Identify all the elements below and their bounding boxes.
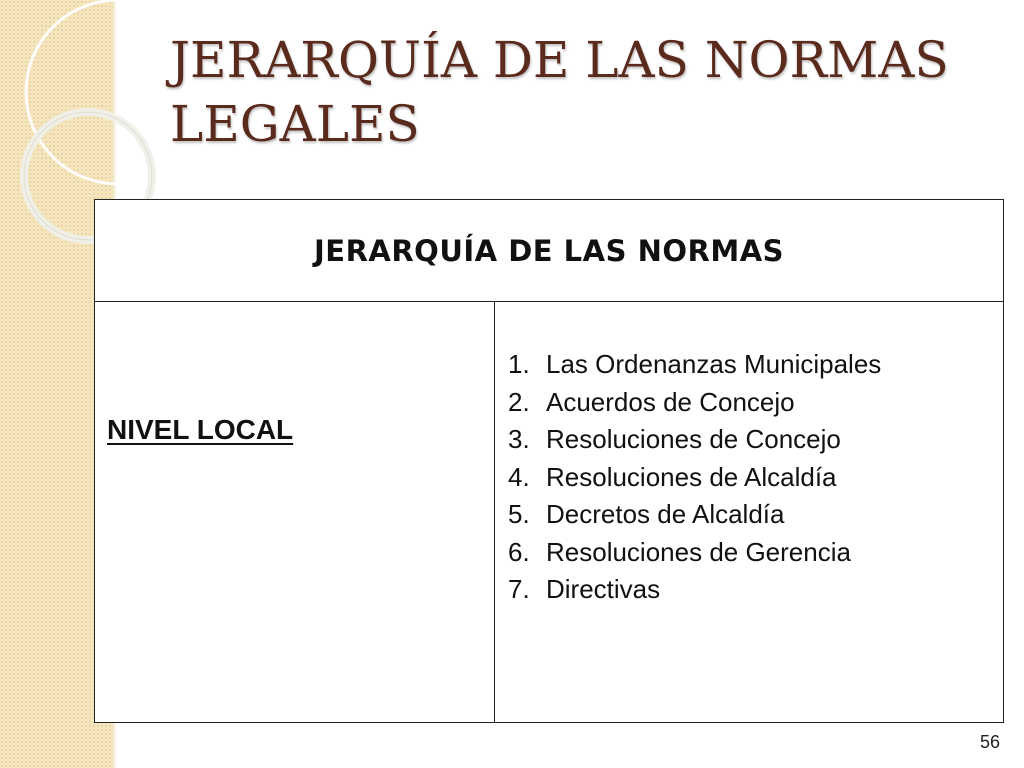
list-item-number: 7. xyxy=(508,574,530,604)
list-item-text: Resoluciones de Concejo xyxy=(546,424,841,454)
slide-title: JERARQUÍA DE LAS NORMAS LEGALES xyxy=(170,31,949,153)
list-item-number: 6. xyxy=(508,536,530,567)
norms-cell xyxy=(495,302,1003,722)
list-item xyxy=(508,346,881,384)
list-item xyxy=(508,571,881,609)
list-item-text: Directivas xyxy=(546,574,661,604)
list-item-text: Resoluciones de Alcaldía xyxy=(546,461,837,492)
list-item xyxy=(508,421,881,459)
list-item-number: 4. xyxy=(508,461,530,492)
table-header: JERARQUÍA DE LAS NORMAS xyxy=(95,200,1003,302)
page-number: 56 xyxy=(979,732,1000,752)
list-item-number: 1. xyxy=(508,349,530,379)
norms-list xyxy=(508,346,881,609)
list-item xyxy=(508,459,881,497)
list-item-text: Resoluciones de Gerencia xyxy=(546,536,851,567)
list-item-number: 5. xyxy=(508,499,530,529)
list-item-number: 3. xyxy=(508,424,530,454)
level-label: NIVEL LOCAL xyxy=(107,414,294,445)
hierarchy-table xyxy=(94,199,1004,723)
list-item xyxy=(508,384,881,422)
list-item-text: Las Ordenanzas Municipales xyxy=(546,349,882,379)
list-item xyxy=(508,534,881,572)
list-item-text: Acuerdos de Concejo xyxy=(546,386,795,417)
level-cell xyxy=(95,302,495,722)
list-item xyxy=(508,496,881,534)
list-item-text: Decretos de Alcaldía xyxy=(546,499,785,529)
list-item-number: 2. xyxy=(508,386,530,417)
